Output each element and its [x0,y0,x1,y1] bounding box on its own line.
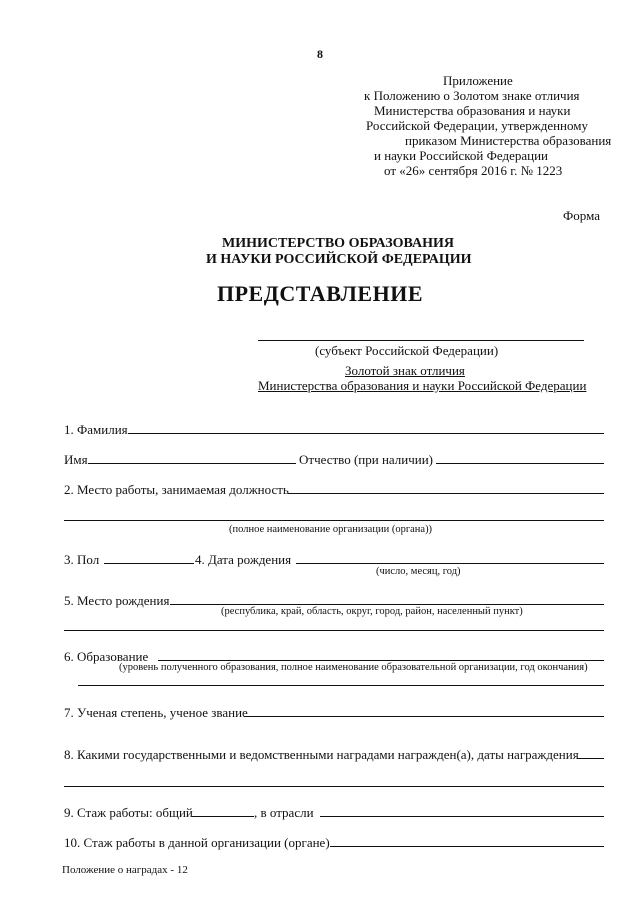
surname-label: 1. Фамилия [64,422,128,437]
education-field-2[interactable] [78,685,604,686]
birth-date-caption: (число, месяц, год) [376,566,461,577]
education-field[interactable] [158,660,604,661]
subject-caption: (субъект Российской Федерации) [315,343,499,358]
workplace-label: 2. Место работы, занимаемая должность [64,482,289,497]
appendix-line-3: Министерства образования и науки [374,103,571,118]
degree-label: 7. Ученая степень, ученое звание [64,705,248,720]
birth-date-field[interactable] [296,563,604,564]
experience-org-field[interactable] [330,846,604,847]
experience-total-label: 9. Стаж работы: общий [64,805,193,820]
experience-industry-label: , в отрасли [254,805,314,820]
award-line-1: Золотой знак отличия [345,363,465,378]
subject-line[interactable] [258,340,584,341]
birth-date-label: 4. Дата рождения [195,552,292,567]
form-label: Форма [563,208,600,223]
workplace-field[interactable] [288,493,604,494]
experience-org-label: 10. Стаж работы в данной организации (органе) [64,835,330,850]
patronymic-label: Отчество (при наличии) [299,452,434,467]
page-number: 8 [317,47,323,61]
workplace-caption: (полное наименование организации (органа)) [229,524,433,535]
ministry-line-1: МИНИСТЕРСТВО ОБРАЗОВАНИЯ [222,236,454,251]
birth-place-caption: (республика, край, область, округ, город, район, населенный пункт) [221,606,523,617]
education-caption: (уровень полученного образования, полное наименование образовательной организации, год окончания) [119,662,588,673]
sex-field[interactable] [104,563,194,564]
ministry-line-2: И НАУКИ РОССИЙСКОЙ ФЕДЕРАЦИИ [206,252,472,267]
appendix-line-7: от «26» сентября 2016 г. № 1223 [384,163,563,178]
award-line-2: Министерства образования и науки Российской Федерации [258,378,587,393]
awards-field[interactable] [577,758,604,759]
appendix-line-4: Российской Федерации, утвержденному [366,118,588,133]
education-label: 6. Образование [64,649,149,664]
footer-note: Положение о наградах - 12 [62,864,188,876]
birth-place-label: 5. Место рождения [64,593,170,608]
sex-label: 3. Пол [64,552,100,567]
name-field[interactable] [88,463,296,464]
workplace-field-2[interactable] [64,520,604,521]
appendix-line-2: к Положению о Золотом знаке отличия [364,88,580,103]
appendix-line-6: и науки Российской Федерации [374,148,549,163]
experience-industry-field[interactable] [320,816,604,817]
appendix-line-5: приказом Министерства образования [405,133,612,148]
document-title: ПРЕДСТАВЛЕНИЕ [216,281,423,306]
experience-total-field[interactable] [192,816,254,817]
name-label: Имя [64,452,88,467]
appendix-line-1: Приложение [443,73,513,88]
awards-field-2[interactable] [64,786,604,787]
surname-field[interactable] [128,433,604,434]
awards-label: 8. Какими государственными и ведомственными наградами награжден(а), даты награждения [64,747,579,762]
patronymic-field[interactable] [436,463,604,464]
birth-place-field[interactable] [170,604,604,605]
birth-place-field-2[interactable] [64,630,604,631]
degree-field[interactable] [244,716,604,717]
